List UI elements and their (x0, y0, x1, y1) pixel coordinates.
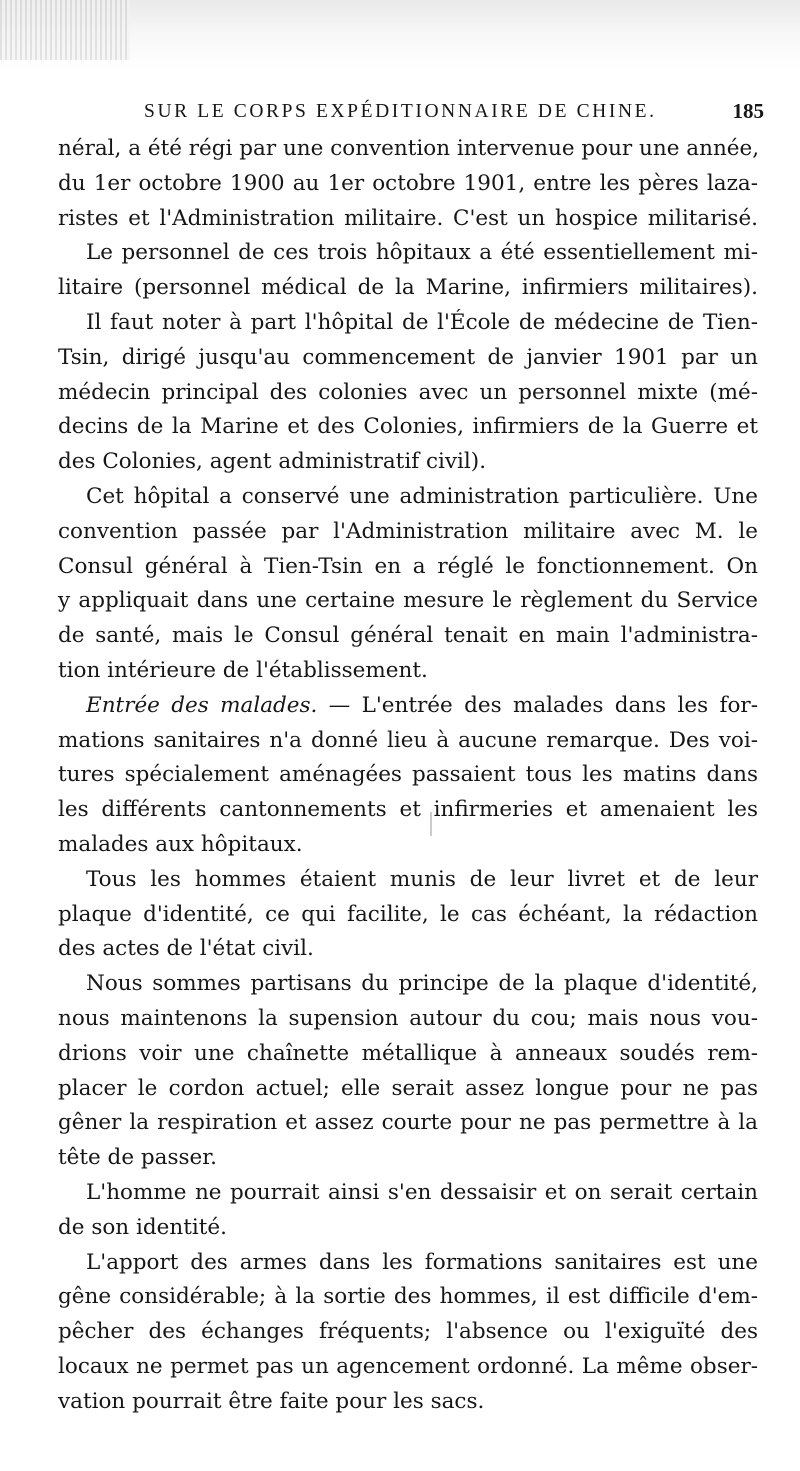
text-line: decins de la Marine et des Colonies, infirmiers de la Guerre et (58, 414, 758, 440)
text-line: médecin principal des colonies avec un personnel mixte (mé- (58, 379, 758, 405)
text-line: drions voir une chaînette métallique à anneaux soudés rem- (58, 1040, 758, 1066)
text-line: L'homme ne pourrait ainsi s'en dessaisir et on serait certain (86, 1179, 758, 1205)
text-line: pêcher des échanges fréquents; l'absence ou l'exiguïté des (58, 1319, 758, 1345)
paragraph (58, 689, 758, 863)
scan-margin (0, 0, 800, 70)
text-line: de santé, mais le Consul général tenait en main l'administra- (58, 623, 758, 649)
text-line: malades aux hôpitaux. (58, 831, 303, 857)
text-line: tion intérieure de l'établissement. (58, 657, 428, 683)
text-line: placer le cordon actuel; elle serait assez longue pour ne pas (58, 1075, 758, 1101)
text-line: ristes et l'Administration militaire. C'est un hospice militarisé. (58, 205, 758, 231)
paragraph (58, 306, 758, 480)
book-page (58, 98, 764, 1419)
text-line: locaux ne permet pas un agencement ordonné. La même obser- (58, 1353, 758, 1379)
text-line: vation pourrait être faite pour les sacs. (58, 1388, 485, 1414)
text-line (58, 689, 758, 724)
paragraph (58, 236, 758, 306)
text-line: Tsin, dirigé jusqu'au commencement de janvier 1901 par un (58, 344, 758, 370)
text-line: Consul général à Tien-Tsin en a réglé le fonctionnement. On (58, 553, 758, 579)
text-line: plaque d'identité, ce qui facilite, le cas échéant, la rédaction (58, 901, 758, 927)
text-line: gêner la respiration et assez courte pour ne pas permettre à la (58, 1110, 758, 1136)
page-number: 185 (732, 99, 764, 123)
text-line: y appliquait dans une certaine mesure le règlement du Service (58, 588, 758, 614)
text-line: gêne considérable; à la sortie des hommes, il est difficile d'em- (58, 1284, 758, 1310)
text-line: mations sanitaires n'a donné lieu à aucune remarque. Des voi- (58, 727, 758, 753)
text-line: des actes de l'état civil. (58, 936, 314, 962)
body-text (58, 132, 758, 1419)
text-segment: — L'entrée des malades dans les for- (317, 692, 758, 718)
text-line: tête de passer. (58, 1145, 218, 1171)
text-line: nous maintenons la supension autour du cou; mais nous vou- (58, 1005, 758, 1031)
running-head (58, 98, 764, 132)
text-line: convention passée par l'Administration militaire avec M. le (58, 518, 758, 544)
text-line: L'apport des armes dans les formations sanitaires est une (86, 1249, 758, 1275)
text-line: néral, a été régi par une convention intervenue pour une année, (58, 136, 760, 161)
text-line: tures spécialement aménagées passaient tous les matins dans (58, 762, 758, 788)
text-line: Tous les hommes étaient munis de leur livret et de leur (86, 866, 758, 892)
paragraph (58, 480, 758, 689)
text-line: Le personnel de ces trois hôpitaux a été essentiellement mi- (86, 240, 758, 266)
running-title: SUR LE CORPS EXPÉDITIONNAIRE DE CHINE. (144, 101, 657, 122)
paragraph (58, 1176, 758, 1246)
paragraph (58, 863, 758, 967)
paragraph (58, 967, 758, 1176)
section-run-in-title: Entrée des malades. (86, 692, 318, 718)
text-line: Nous sommes partisans du principe de la plaque d'identité, (86, 971, 758, 997)
text-line: Il faut noter à part l'hôpital de l'École de médecine de Tien- (86, 309, 758, 335)
paragraph (58, 132, 758, 236)
text-line: des Colonies, agent administratif civil). (58, 449, 487, 475)
text-line: de son identité. (58, 1214, 227, 1240)
text-line: du 1er octobre 1900 au 1er octobre 1901, entre les pères laza- (58, 170, 758, 196)
text-line: Cet hôpital a conservé une administration particulière. Une (86, 483, 758, 509)
text-line: les différents cantonnements et infirmeries et amenaient les (58, 797, 758, 823)
text-line: litaire (personnel médical de la Marine, infirmiers militaires). (58, 275, 758, 301)
paragraph (58, 1246, 758, 1420)
